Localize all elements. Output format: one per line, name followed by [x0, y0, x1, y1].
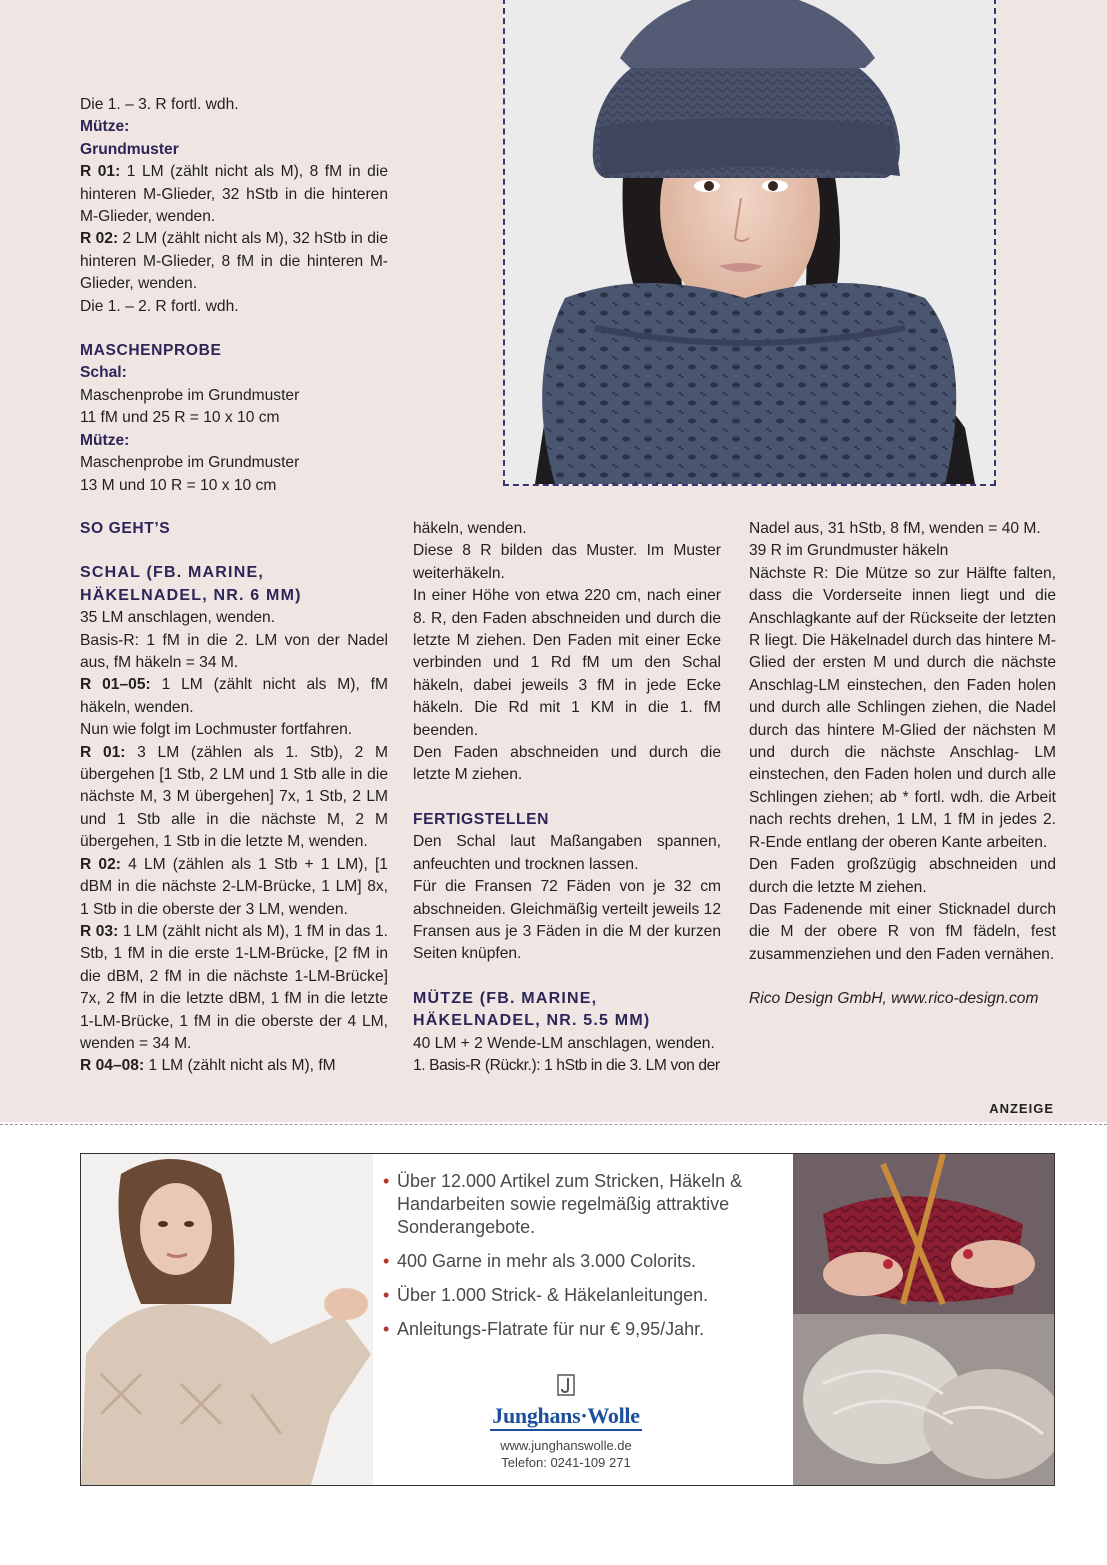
row-text: 1 LM (zählt nicht als M), fM: [148, 1057, 336, 1075]
row-text: 1 LM (zählt nicht als M), 8 fM in die hinteren M-Glieder, 32 hStb in die hinteren M-Glieder, wenden.: [80, 163, 388, 226]
advertisement-label: ANZEIGE: [989, 1101, 1054, 1116]
row-label: R 01–05:: [80, 676, 151, 694]
text-line: 1. Basis-R (Rückr.): 1 hStb in die 3. LM von der: [413, 1056, 720, 1074]
logo-wordmark: Junghans·Wolle: [490, 1403, 641, 1431]
text-line: Die 1. – 2. R fortl. wdh.: [80, 297, 239, 315]
paragraph: Diese 8 R bilden das Muster. Im Muster weiterhäkeln.: [413, 542, 721, 582]
subheading-muetze: Mütze:: [80, 118, 130, 136]
column-1-top: [80, 94, 388, 497]
row-label: R 02:: [80, 230, 119, 248]
paragraph: Für die Fransen 72 Fäden von je 32 cm abschneiden. Gleichmäßig verteilt jeweils 12 Fransen aus je 3 Fäden in die M der kurzen Seiten knüpfen.: [413, 878, 721, 963]
row-label: R 02:: [80, 855, 121, 873]
website-link[interactable]: www.junghanswolle.de: [500, 1438, 632, 1453]
text-line: 13 M und 10 R = 10 x 10 cm: [80, 476, 277, 494]
paragraph: Basis-R: 1 fM in die 2. LM von der Nadel aus, fM häkeln = 34 M.: [80, 631, 388, 672]
ad-feature-list: [383, 1170, 793, 1352]
junghans-mark-icon: [557, 1374, 575, 1396]
list-item: • Anleitungs-Flatrate für nur € 9,95/Jahr.: [383, 1318, 793, 1341]
paragraph-r0105: [80, 674, 388, 719]
text-line: 11 fM und 25 R = 10 x 10 cm: [80, 409, 280, 427]
list-item: • 400 Garne in mehr als 3.000 Colorits.: [383, 1250, 793, 1273]
row-label: R 04–08:: [80, 1057, 145, 1075]
paragraph: Nun wie folgt im Lochmuster fortfahren.: [80, 721, 353, 739]
paragraph: Den Faden großzügig abschneiden und durch die letzte M ziehen.: [749, 856, 1056, 896]
paragraph-r03: [80, 921, 388, 1055]
paragraph-r01: [80, 161, 388, 228]
paragraph-r01: [80, 742, 388, 854]
text-line: häkeln, wenden.: [413, 520, 527, 537]
text-line: Maschenprobe im Grundmuster: [80, 386, 300, 404]
heading-so-gehts: SO GEHT’S: [80, 520, 171, 537]
list-item: • Über 1.000 Strick- & Häkelanleitungen.: [383, 1284, 793, 1307]
junghans-logo[interactable]: [461, 1374, 671, 1471]
paragraph: Nächste R: Die Mütze so zur Hälfte falten, dass die Vorderseite innen liegt und die Anschlagkante auf der Rückseite der letzten R liegt. Die Häkelnadel durch das hintere M-Glied der ersten M und durch die nächste Anschlag-LM einstechen, den Faden holen und durch alle Schlingen ziehen, die Nadel durch das hintere M-Glied der nächsten M und durch die nächste Anschlag- LM einstechen, den Faden holen und durch alle Schlingen ziehen; ab * fortl. wdh. die Arbeit nach rechts drehen, 1 LM, 1 fM in jedes 2. R-Ende entlang der oberen Kante arbeiten.: [749, 564, 1056, 851]
paragraph: Den Faden abschneiden und durch die letzte M ziehen.: [413, 744, 721, 784]
paragraph-r02: [80, 854, 388, 921]
ad-photo-right: [793, 1154, 1054, 1485]
column-1-bottom: [80, 518, 388, 1078]
advertisement-box: [80, 1153, 1055, 1486]
subheading-muetze: Mütze:: [80, 431, 130, 449]
paragraph: Das Fadenende mit einer Sticknadel durch die M der obere R von fM fädeln, fest zusammenziehen und den Faden vernähen.: [749, 900, 1056, 963]
heading-schal: SCHAL (FB. MARINE, HÄKELNADEL, NR. 6 MM): [80, 564, 302, 604]
row-label: R 03:: [80, 922, 119, 940]
paragraph-r02: [80, 228, 388, 295]
row-text: 1 LM (zählt nicht als M), 1 fM in das 1. Stb, 1 fM in die erste 1-LM-Brücke, [2 fM in die dBM, 2 fM in die nächste 1-LM-Brücke] 7x, 2 fM in die letzte dBM, 1 fM in die letzte 1-LM-Brücke, 1 fM in die oberste der 4 LM, wenden = 34 M.: [80, 922, 388, 1052]
row-label: R 01:: [80, 743, 126, 761]
list-item: • Über 12.000 Artikel zum Stricken, Häkeln & Handarbeiten sowie regelmäßig attraktive Sonderangebote.: [383, 1170, 793, 1239]
text-line: Die 1. – 3. R fortl. wdh.: [80, 96, 239, 113]
hat-scarf-photo: [505, 0, 994, 484]
heading-maschenprobe: MASCHENPROBE: [80, 342, 222, 360]
row-text: 2 LM (zählt nicht als M), 32 hStb in die hinteren M-Glieder, 8 fM in die hinteren M-Glieder, wenden.: [80, 230, 389, 293]
text-line: 39 R im Grundmuster häkeln: [749, 542, 949, 560]
row-text: 1 LM (zählt nicht als M), fM häkeln, wenden.: [80, 676, 388, 716]
text-line: Maschenprobe im Grundmuster: [80, 454, 300, 472]
phone-number: Telefon: 0241-109 271: [501, 1455, 631, 1470]
text-line: 35 LM anschlagen, wenden.: [80, 609, 276, 627]
credit-line: Rico Design GmbH, www.rico-design.com: [749, 990, 1039, 1008]
row-text: 4 LM (zählen als 1 Stb + 1 LM), [1 dBM in die nächste 2-LM-Brücke, 1 LM] 8x, 1 Stb in die oberste der 3 LM, wenden.: [80, 855, 388, 918]
woman-sweater-photo: [81, 1154, 373, 1485]
subheading-schal: Schal:: [80, 364, 127, 382]
heading-fertigstellen: FERTIGSTELLEN: [413, 810, 550, 828]
row-label: R 01:: [80, 163, 121, 181]
text-line: 40 LM + 2 Wende-LM anschlagen, wenden.: [413, 1034, 715, 1052]
column-2: [413, 518, 721, 1077]
text-line: Nadel aus, 31 hStb, 8 fM, wenden = 40 M.: [749, 520, 1041, 537]
paragraph: Den Schal laut Maßangaben spannen, anfeuchten und trocknen lassen.: [413, 833, 721, 873]
ad-photo-left: [81, 1154, 373, 1485]
subheading-grundmuster: Grundmuster: [80, 140, 179, 158]
heading-muetze: MÜTZE (FB. MARINE, HÄKELNADEL, NR. 5.5 MM): [413, 989, 651, 1030]
paragraph-r0408: [80, 1055, 388, 1077]
column-3: [749, 518, 1056, 1011]
cut-line: [0, 1124, 1107, 1125]
row-text: 3 LM (zählen als 1. Stb), 2 M übergehen [1 Stb, 2 LM und 1 Stb alle in die nächste M, 3 M übergehen] 7x, 1 Stb, 2 LM und 1 Stb alle in die nächste M, 2 M übergehen, 1 Stb in die letzte M, wenden.: [80, 743, 388, 851]
knitting-wool-photo: [793, 1154, 1054, 1485]
paragraph: In einer Höhe von etwa 220 cm, nach einer 8. R, den Faden abschneiden und durch die letzte M ziehen. Den Faden mit einer Ecke verbinden und 1 Rd fM um den Schal häkeln, dabei jeweils 3 fM in jede Ecke häkeln. Die Rd mit 1 KM in die 1. fM beenden.: [413, 587, 721, 739]
hero-photo: [503, 0, 996, 486]
